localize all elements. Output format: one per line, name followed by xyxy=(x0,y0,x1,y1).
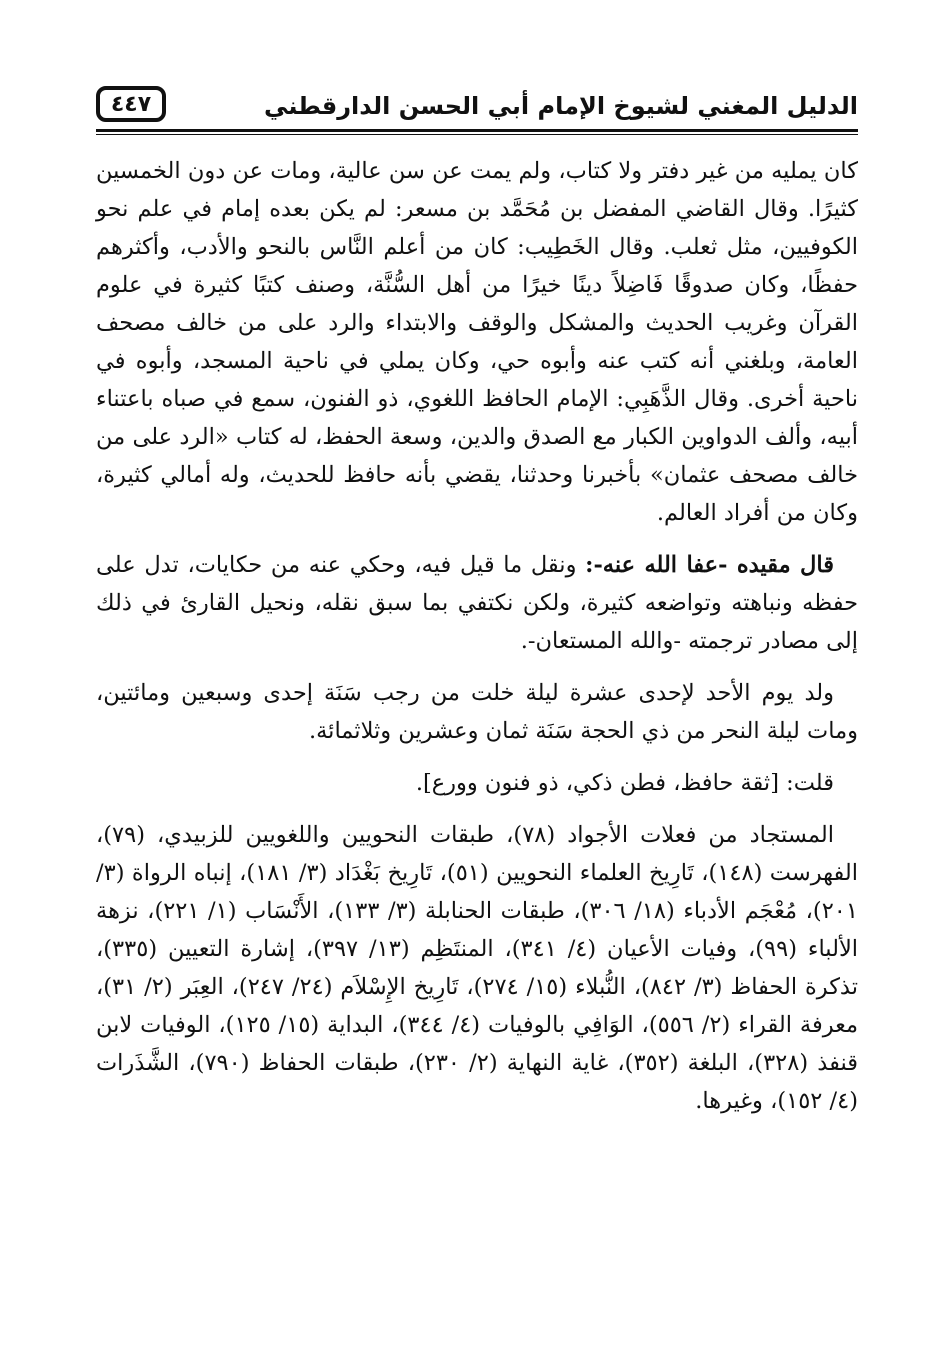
page-body xyxy=(96,152,858,1120)
header-divider-thin xyxy=(96,134,858,135)
page-number: ٤٤٧ xyxy=(96,86,166,122)
page-header xyxy=(96,86,858,126)
biography-paragraph: كان يمليه من غير دفتر ولا كتاب، ولم يمت عن سن عالية، ومات عن دون الخمسين كثيرًا. وقال القاضي المفضل بن مُحَمَّد بن مسعر: لم يكن بعده إمام في علم نحو الكوفيين، مثل ثعلب. وقال الخَطِيب: كان من أعلم النَّاس بالنحو والأدب، وأكثرهم حفظًا، وكان صدوقًا فَاضِلاً دينًا خيرًا من أهل السُّنَّة، وصنف كتبًا كثيرة في علوم القرآن وغريب الحديث والمشكل والوقف والابتداء والرد على من خالف مصحف العامة، وبلغني أنه كتب عنه وأبوه حي، وكان يملي في ناحية المسجد، وأبوه في ناحية أخرى. وقال الذَّهَبِي: الإمام الحافظ اللغوي، ذو الفنون، سمع في صباه باعتناء أبيه، وألف الدواوين الكبار مع الصدق والدين، وسعة الحفظ، له كتاب «الرد على من خالف مصحف عثمان» بأخبرنا وحدثنا، يقضي بأنه حافظ للحديث، وله أمالي كثيرة، وكان من أفراد العالم. xyxy=(96,158,858,526)
dates-paragraph: ولد يوم الأحد لإحدى عشرة ليلة خلت من رجب سَنَة إحدى وسبعين ومائتين، ومات ليلة النحر من ذي الحجة سَنَة ثمان وعشرين وثلاثمائة. xyxy=(96,680,858,744)
header-divider xyxy=(96,129,858,132)
author-comment-paragraph xyxy=(96,546,858,660)
verdict-paragraph: قلت: [ثقة حافظ، فطن ذكي، ذو فنون وورع]. xyxy=(415,770,834,796)
author-comment-label: قال مقيده -عفا الله عنه-: xyxy=(585,552,834,578)
author-comment-text: ونقل ما قيل فيه، وحكي عنه من حكايات، تدل على حفظه ونباهته وتواضعه كثيرة، ولكن نكتفي بما سبق نقله، ونحيل القارئ في ذلك إلى مصادر ترجمته -والله المستعان-. xyxy=(96,552,858,654)
sources-paragraph: المستجاد من فعلات الأجواد (٧٨)، طبقات النحويين واللغويين للزبيدي، (٧٩)، الفهرست (١٤٨)، تَارِيخ العلماء النحويين (٥١)، تَارِيخ بَغْدَاد (٣/ ١٨١)، إنباه الرواة (٣/ ٢٠١)، مُعْجَم الأدباء (١٨/ ٣٠٦)، طبقات الحنابلة (٣/ ١٣٣)، الأَنْسَاب (١/ ٢٢١)، نزهة الألباء (٩٩)، وفيات الأعيان (٤/ ٣٤١)، المنتَظِم (١٣/ ٣٩٧)، إشارة التعيين (٣٣٥)، تذكرة الحفاظ (٣/ ٨٤٢)، النُّبلاء (١٥/ ٢٧٤)، تَارِيخ الإِسْلاَم (٢٤/ ٢٤٧)، العِبَر (٢/ ٣١)، معرفة القراء (٢/ ٥٥٦)، الوَافِي بالوفيات (٤/ ٣٤٤)، البداية (١٥/ ١٢٥)، الوفيات لابن قنفذ (٣٢٨)، البلغة (٣٥٢)، غاية النهاية (٢/ ٢٣٠)، طبقات الحفاظ (٧٩٠)، الشَّذَرات (٤/ ١٥٢)، وغيرها. xyxy=(96,822,859,1114)
running-title: الدليل المغني لشيوخ الإمام أبي الحسن الدارقطني xyxy=(264,92,858,120)
